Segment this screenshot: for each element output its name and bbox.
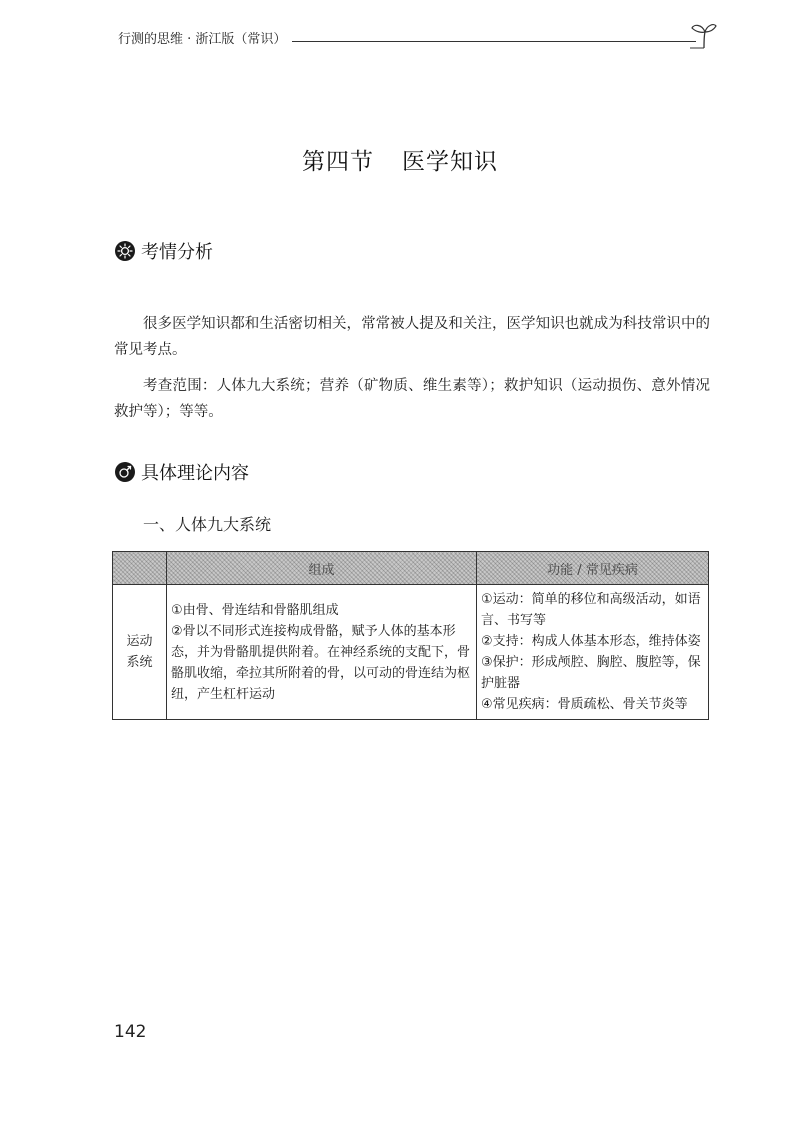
system-name-line: 运动 bbox=[126, 634, 153, 649]
composition-item: ②骨以不同形式连接构成骨骼，赋予人体的基本形态，并为骨骼肌提供附着。在神经系统的支配下，骨骼肌收缩，牵拉其所附着的骨，以可动的骨连结为枢纽，产生杠杆运动 bbox=[171, 623, 471, 702]
compass-icon bbox=[115, 462, 135, 482]
content-heading bbox=[115, 459, 249, 485]
table-header-cell bbox=[113, 552, 167, 585]
section-name: 医学知识 bbox=[402, 149, 498, 175]
function-item: ①运动：简单的移位和高级活动，如语言、书写等 bbox=[481, 592, 701, 628]
running-header bbox=[118, 30, 718, 54]
subheading: 一、人体九大系统 bbox=[143, 515, 272, 534]
analysis-paragraph: 很多医学知识都和生活密切相关，常常被人提及和关注，医学知识也就成为科技常识中的常见考点。 bbox=[114, 315, 710, 358]
analysis-heading-text: 考情分析 bbox=[141, 242, 213, 263]
table-row bbox=[113, 585, 709, 720]
composition-cell bbox=[167, 585, 477, 720]
function-item: ④常见疾病：骨质疏松、骨关节炎等 bbox=[481, 697, 688, 712]
table-header-cell: 组成 bbox=[167, 552, 477, 585]
composition-item: ①由骨、骨连结和骨骼肌组成 bbox=[171, 602, 339, 618]
page-number: 142 bbox=[114, 1022, 147, 1042]
sun-icon bbox=[115, 241, 135, 261]
function-item: ②支持：构成人体基本形态，维持体姿 bbox=[481, 634, 701, 649]
system-name-cell bbox=[113, 585, 167, 720]
analysis-paragraph: 考查范围：人体九大系统；营养（矿物质、维生素等）；救护知识（运动损伤、意外情况救护等）；等等。 bbox=[114, 377, 710, 420]
body-systems-table bbox=[112, 551, 709, 720]
function-cell bbox=[477, 585, 709, 720]
running-title: 行测的思维 · 浙江版（常识） bbox=[118, 30, 292, 50]
table-header-row bbox=[113, 552, 709, 585]
table-header-cell: 功能 / 常见疾病 bbox=[477, 552, 709, 585]
system-name-line: 系统 bbox=[126, 655, 153, 670]
sprout-icon bbox=[690, 20, 718, 50]
section-title bbox=[0, 143, 800, 176]
analysis-heading bbox=[115, 238, 213, 264]
section-number: 第四节 bbox=[302, 149, 374, 175]
function-item: ③保护：形成颅腔、胸腔、腹腔等，保护脏器 bbox=[481, 655, 701, 691]
content-heading-text: 具体理论内容 bbox=[141, 463, 249, 484]
